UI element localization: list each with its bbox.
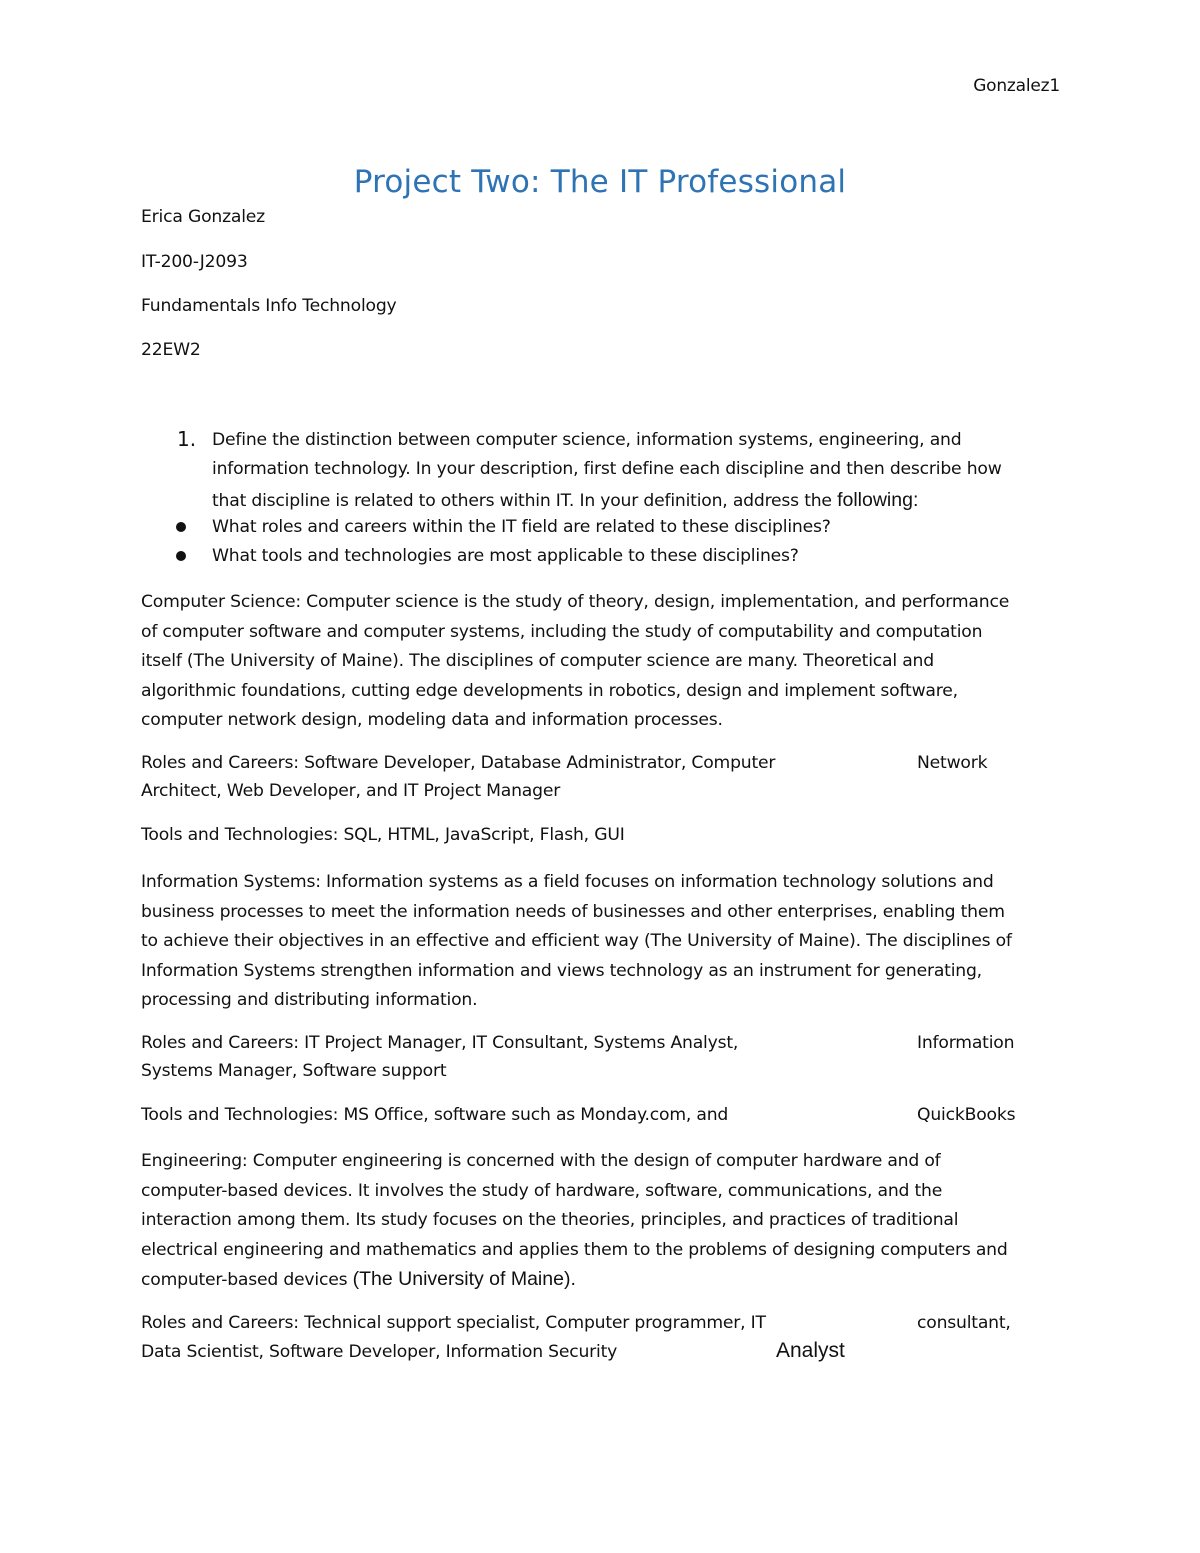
question-bullet: What tools and technologies are most applicable to these disciplines?	[212, 546, 799, 566]
bullet-dot	[176, 551, 186, 561]
cs-roles-line-right: Network	[917, 753, 988, 773]
question-number: 1.	[177, 427, 197, 451]
is-tools-right: QuickBooks	[917, 1105, 1016, 1125]
is-roles-line: Roles and Careers: IT Project Manager, IT Consultant, Systems Analyst,	[141, 1033, 739, 1053]
course-code: IT-200-J2093	[141, 252, 248, 272]
question-line-text: that discipline is related to others within IT. In your definition, address the	[212, 491, 838, 511]
course-name: Fundamentals Info Technology	[141, 296, 397, 316]
cs-paragraph	[141, 588, 1051, 736]
paragraph-line: algorithmic foundations, cutting edge developments in robotics, design and implement software,	[141, 680, 958, 701]
is-roles-line-right: Information	[917, 1033, 1015, 1053]
question-bullet: What roles and careers within the IT field are related to these disciplines?	[212, 517, 831, 537]
paragraph-line: computer network design, modeling data and information processes.	[141, 710, 723, 730]
paragraph-line: Information Systems strengthen information and views technology as an instrument for generating,	[141, 960, 982, 981]
eng-roles-line: Roles and Careers: Technical support specialist, Computer programmer, IT	[141, 1313, 766, 1333]
document-title: Project Two: The IT Professional	[353, 164, 847, 200]
paragraph-line: Engineering: Computer engineering is concerned with the design of computer hardware and of	[141, 1151, 941, 1171]
paragraph-line: to achieve their objectives in an effective and efficient way (The University of Maine). The disciplines of	[141, 931, 1012, 951]
eng-roles-line-right: consultant,	[917, 1313, 1011, 1333]
question-line-following: following:	[837, 489, 919, 511]
term: 22EW2	[141, 340, 201, 360]
paragraph-line: Computer Science: Computer science is the study of theory, design, implementation, and performance	[141, 592, 1010, 612]
is-tools: Tools and Technologies: MS Office, software such as Monday.com, and	[141, 1105, 729, 1125]
paragraph-line: processing and distributing information.	[141, 990, 478, 1010]
citation-text: (The University of Maine).	[352, 1268, 576, 1290]
paragraph-line: itself (The University of Maine). The disciplines of computer science are many. Theoretical and	[141, 651, 934, 671]
question-line	[212, 489, 918, 512]
is-roles-line: Systems Manager, Software support	[141, 1061, 447, 1081]
page-header-label: Gonzalez1	[973, 76, 1060, 96]
question-line: information technology. In your description, first define each discipline and then describe how	[212, 459, 1002, 479]
paragraph-line	[141, 1265, 1051, 1296]
cs-roles-line: Architect, Web Developer, and IT Project Manager	[141, 781, 561, 801]
paragraph-line: interaction among them. Its study focuses on the theories, principles, and practices of traditional	[141, 1210, 959, 1230]
paragraph-line: computer-based devices. It involves the study of hardware, software, communications, and the	[141, 1180, 943, 1201]
paragraph-line-text: computer-based devices	[141, 1270, 353, 1290]
cs-tools: Tools and Technologies: SQL, HTML, JavaScript, Flash, GUI	[141, 825, 625, 845]
paragraph-line: of computer software and computer systems, including the study of computability and computation	[141, 621, 983, 642]
paragraph-line: electrical engineering and mathematics and applies them to the problems of designing computers and	[141, 1239, 1008, 1260]
paragraph-line: business processes to meet the information needs of businesses and other enterprises, enabling them	[141, 901, 1005, 922]
is-paragraph	[141, 868, 1051, 1016]
paragraph-line: Information Systems: Information systems as a field focuses on information technology solutions and	[141, 872, 994, 892]
bullet-dot	[176, 522, 186, 532]
eng-roles-line: Data Scientist, Software Developer, Information Security	[141, 1342, 618, 1362]
eng-paragraph	[141, 1147, 1051, 1296]
eng-roles-analyst: Analyst	[776, 1339, 845, 1362]
question-line: Define the distinction between computer science, information systems, engineering, and	[212, 430, 962, 450]
cs-roles-line: Roles and Careers: Software Developer, Database Administrator, Computer	[141, 753, 776, 773]
author-name: Erica Gonzalez	[141, 207, 265, 227]
